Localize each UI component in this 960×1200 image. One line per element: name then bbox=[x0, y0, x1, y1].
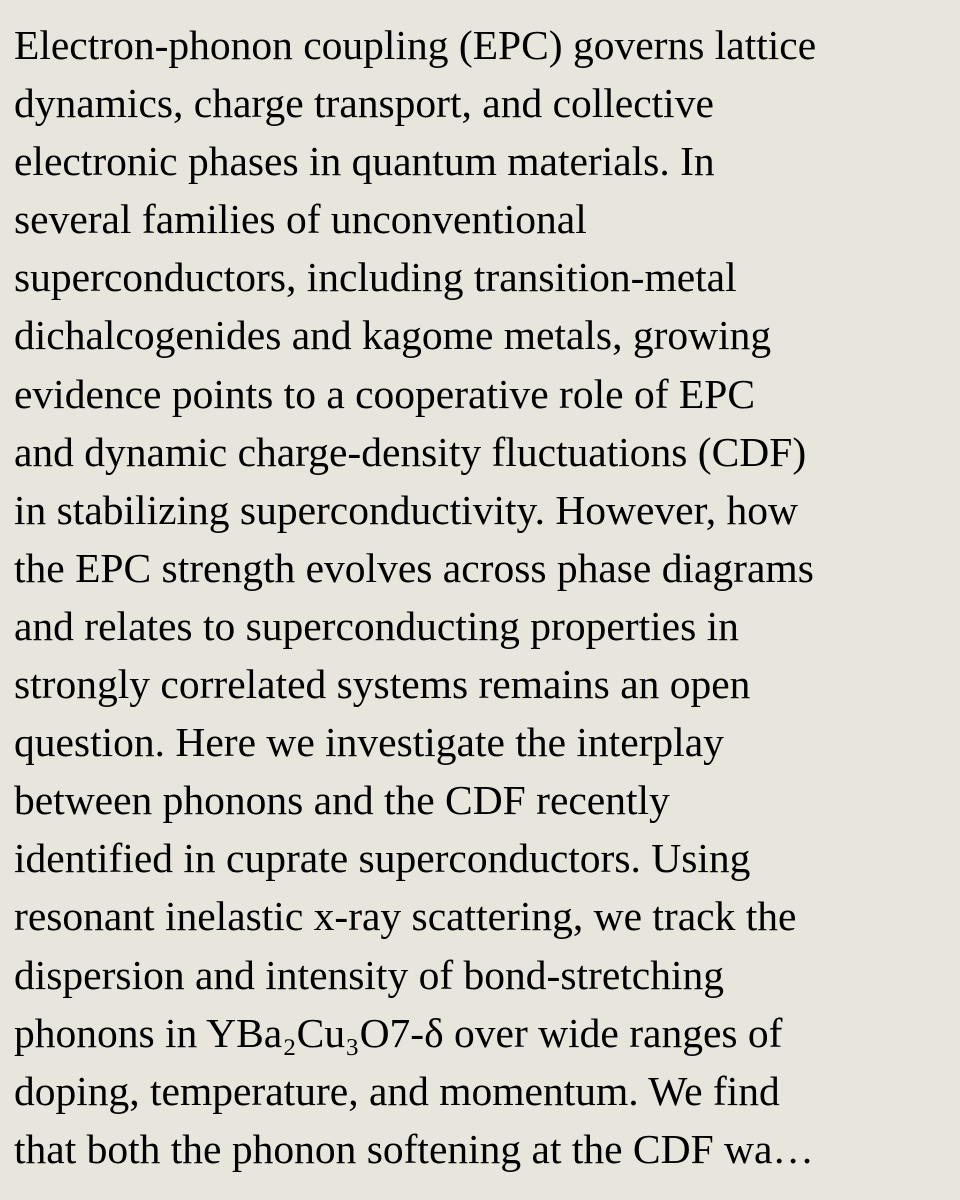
text-line-8: and dynamic charge-density fluctuations (CDF) bbox=[14, 428, 807, 475]
text-line-14: between phonons and the CDF recently bbox=[14, 777, 670, 824]
text-line-20: that both the phonon softening at the CDF wa… bbox=[14, 1125, 814, 1172]
abstract-paragraph bbox=[14, 16, 946, 1178]
text-line-15: identified in cuprate superconductors. Using bbox=[14, 835, 751, 882]
text-line-17: dispersion and intensity of bond-stretching bbox=[14, 951, 724, 998]
text-line-11: and relates to superconducting properties in bbox=[14, 602, 739, 649]
text-line-10: the EPC strength evolves across phase diagrams bbox=[14, 544, 814, 591]
text-line-7: evidence points to a cooperative role of EPC bbox=[14, 370, 756, 417]
text-line-12: strongly correlated systems remains an open bbox=[14, 661, 751, 708]
text-line-2: dynamics, charge transport, and collective bbox=[14, 80, 714, 127]
text-line-5: superconductors, including transition-metal bbox=[14, 254, 737, 301]
text-line-16: resonant inelastic x-ray scattering, we track the bbox=[14, 893, 797, 940]
text-line-19: doping, temperature, and momentum. We find bbox=[14, 1067, 780, 1114]
text-line-6: dichalcogenides and kagome metals, growing bbox=[14, 312, 772, 359]
text-line-3: electronic phases in quantum materials. In bbox=[14, 138, 715, 185]
text-line-9: in stabilizing superconductivity. However, how bbox=[14, 486, 798, 533]
text-line-1: Electron-phonon coupling (EPC) governs lattice bbox=[14, 22, 817, 68]
text-line-18: phonons in YBa₂Cu₃O7-δ over wide ranges of bbox=[14, 1009, 783, 1056]
text-line-13: question. Here we investigate the interplay bbox=[14, 719, 724, 766]
text-line-4: several families of unconventional bbox=[14, 196, 587, 243]
